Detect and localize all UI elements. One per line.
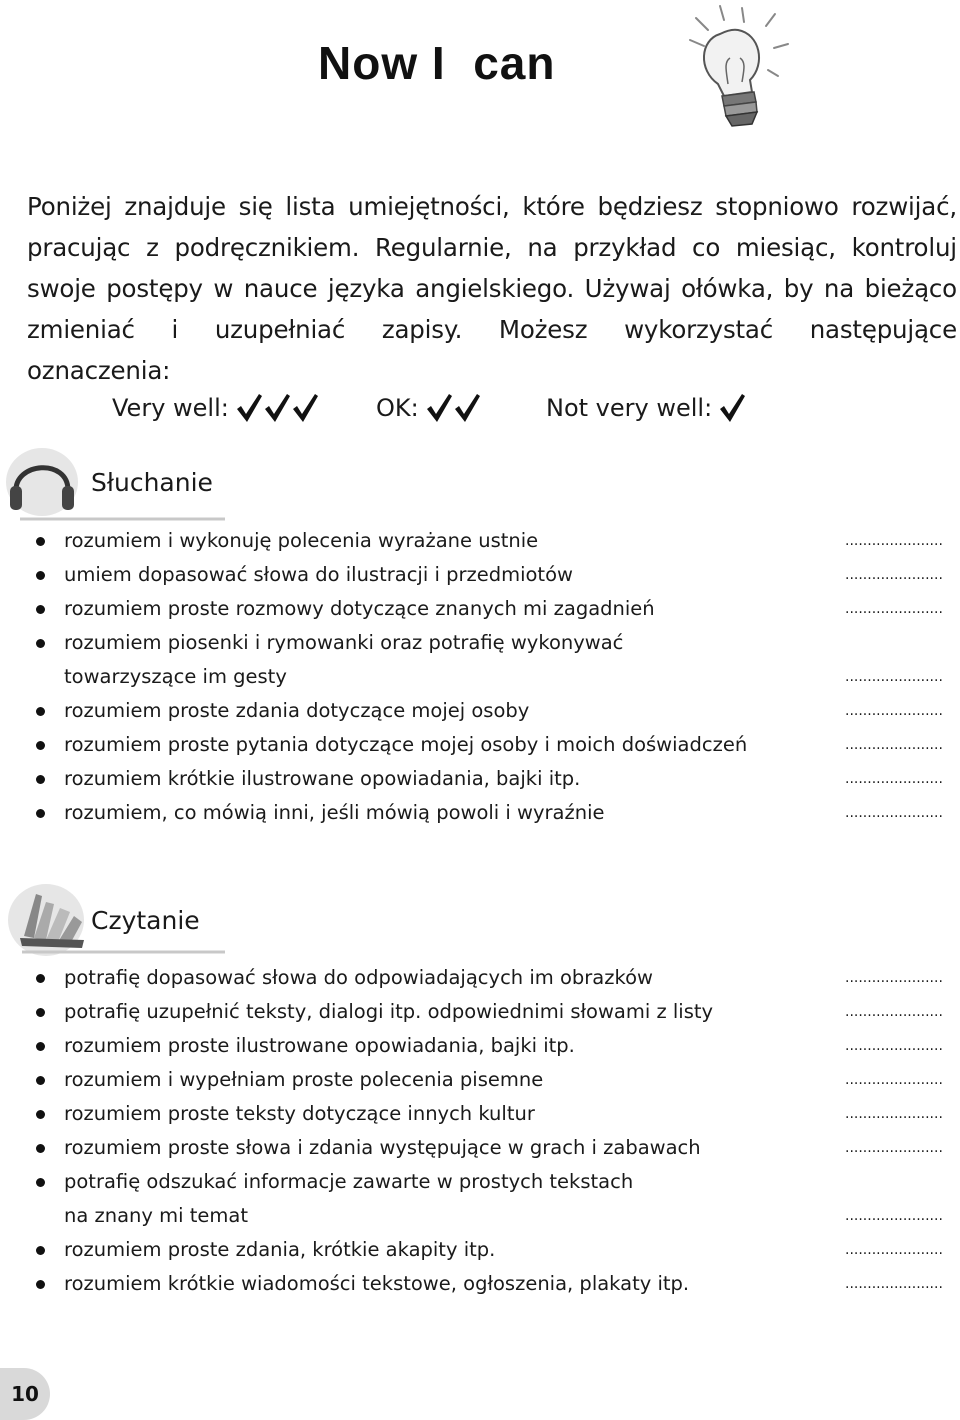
list-item: potrafię dopasować słowa do odpowiadających im obrazków ...................... [0,961,960,995]
list-item: umiem dopasować słowa do ilustracji i przedmiotów ...................... [0,558,960,592]
triple-check-icon [235,392,319,424]
bullet-icon [36,1280,45,1289]
bullet-icon [36,1178,45,1187]
answer-field[interactable]: ...................... [845,567,943,583]
list-item: rozumiem proste teksty dotyczące innych kultur ...................... [0,1097,960,1131]
list-item: rozumiem proste zdania, krótkie akapity itp. ...................... [0,1233,960,1267]
intro-line-4: zmieniać i uzupełniać zapisy. Możesz wykorzystać następujące [27,315,957,344]
bullet-icon [36,571,45,580]
bullet-icon [36,707,45,716]
bullet-icon [36,1008,45,1017]
bullet-icon [36,1042,45,1051]
list-item: rozumiem, co mówią inni, jeśli mówią powoli i wyraźnie ...................... [0,796,960,830]
answer-field[interactable]: ...................... [845,1072,943,1088]
bullet-icon [36,809,45,818]
answer-field[interactable]: ...................... [845,533,943,549]
answer-field[interactable]: ...................... [845,771,943,787]
list-item: rozumiem i wykonuję polecenia wyrażane ustnie ...................... [0,524,960,558]
bullet-icon [36,1144,45,1153]
bullet-icon [36,775,45,784]
answer-field[interactable]: ...................... [845,1106,943,1122]
legend-ok-label: OK: [376,394,419,422]
bullet-icon [36,1110,45,1119]
section-title-reading: Czytanie [91,906,200,935]
light-bulb-icon [660,0,800,135]
legend-very-well [112,392,319,424]
page-title: Now I can [318,37,556,89]
list-item: rozumiem proste ilustrowane opowiadania, bajki itp. ...................... [0,1029,960,1063]
list-item: rozumiem i wypełniam proste polecenia pisemne ...................... [0,1063,960,1097]
answer-field[interactable]: ...................... [845,669,943,685]
answer-field[interactable]: ...................... [845,1140,943,1156]
list-item: rozumiem proste zdania dotyczące mojej osoby ...................... [0,694,960,728]
list-item: rozumiem proste rozmowy dotyczące znanych mi zagadnień ...................... [0,592,960,626]
legend-not-very-well-label: Not very well: [546,394,713,422]
section-title-listening: Słuchanie [91,468,213,497]
list-item: potrafię odszukać informacje zawarte w prostych tekstach na znany mi temat ...................... [0,1165,960,1233]
listening-list [0,524,960,830]
page-number-label: 10 [11,1382,39,1406]
intro-line-5: oznaczenia: [27,356,171,385]
intro-line-3: swoje postępy w nauce języka angielskiego. Używaj ołówka, by na bieżąco [27,274,957,303]
legend-very-well-label: Very well: [112,394,229,422]
intro-line-1: Poniżej znajduje się lista umiejętności, które będziesz stopniowo rozwijać, [27,192,957,221]
legend-ok [376,392,483,424]
answer-field[interactable]: ...................... [845,1276,943,1292]
list-item: rozumiem proste słowa i zdania występujące w grach i zabawach ...................... [0,1131,960,1165]
bullet-icon [36,741,45,750]
answer-field[interactable]: ...................... [845,1242,943,1258]
bullet-icon [36,537,45,546]
bullet-icon [36,974,45,983]
answer-field[interactable]: ...................... [845,737,943,753]
intro-paragraph [27,186,957,391]
answer-field[interactable]: ...................... [845,703,943,719]
answer-field[interactable]: ...................... [845,970,943,986]
bullet-icon [36,639,45,648]
list-item: rozumiem proste pytania dotyczące mojej osoby i moich doświadczeń ...................... [0,728,960,762]
double-check-icon [425,392,483,424]
bullet-icon [36,1246,45,1255]
answer-field[interactable]: ...................... [845,601,943,617]
list-item: rozumiem krótkie ilustrowane opowiadania, bajki itp. ...................... [0,762,960,796]
answer-field[interactable]: ...................... [845,1038,943,1054]
reading-list [0,961,960,1301]
bullet-icon [36,605,45,614]
intro-line-2: pracując z podręcznikiem. Regularnie, na przykład co miesiąc, kontroluj [27,233,957,262]
list-item: rozumiem piosenki i rymowanki oraz potrafię wykonywać towarzyszące im gesty ...................... [0,626,960,694]
single-check-icon [718,392,748,424]
page-number [0,1368,50,1420]
bullet-icon [36,1076,45,1085]
list-item: rozumiem krótkie wiadomości tekstowe, ogłoszenia, plakaty itp. ...................... [0,1267,960,1301]
legend-not-very-well [546,392,748,424]
list-item: potrafię uzupełnić teksty, dialogi itp. odpowiednimi słowami z listy ...................... [0,995,960,1029]
answer-field[interactable]: ...................... [845,1208,943,1224]
answer-field[interactable]: ...................... [845,805,943,821]
answer-field[interactable]: ...................... [845,1004,943,1020]
